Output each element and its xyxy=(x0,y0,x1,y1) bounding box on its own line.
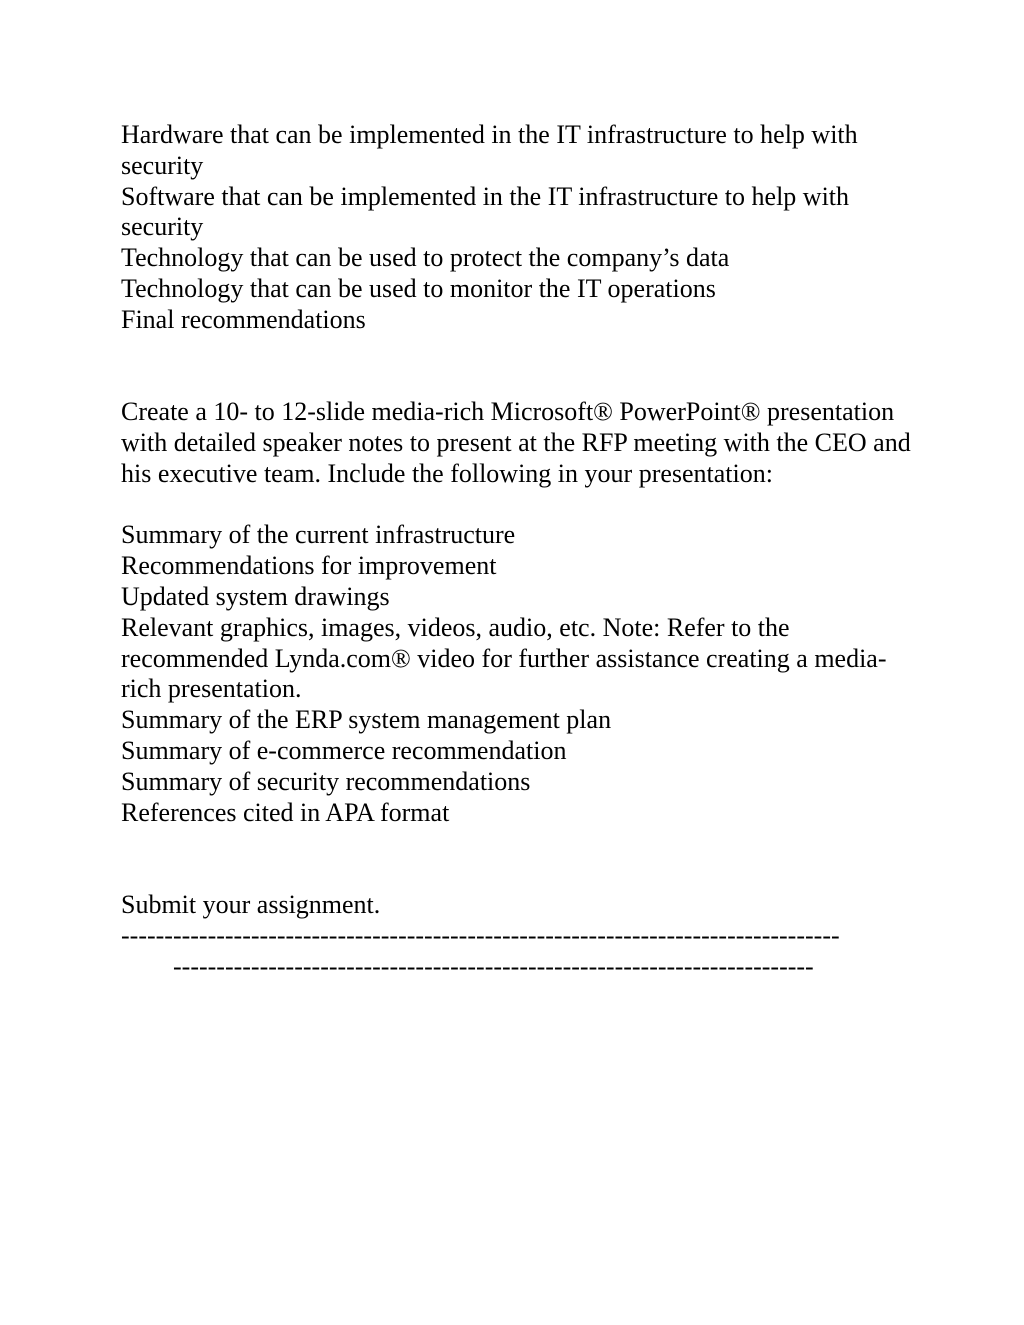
list-item: Summary of the current infrastructure xyxy=(121,520,516,550)
list-item: Technology that can be used to monitor the IT operations xyxy=(121,273,716,303)
list-item: Summary of security recommendations xyxy=(121,766,531,796)
list-item: Summary of the ERP system management plan xyxy=(121,705,612,735)
list-item: Updated system drawings xyxy=(121,581,390,611)
spacer xyxy=(121,490,911,521)
list-item: Final recommendations xyxy=(121,304,366,334)
spacer xyxy=(121,828,911,890)
presentation-instructions: Create a 10- to 12-slide media-rich Microsoft® PowerPoint® presentation with detailed speaker notes to present at the RFP meeting with the CEO and his executive team. Include the following in your presentation: xyxy=(121,397,911,488)
list-item: Recommendations for improvement xyxy=(121,551,497,581)
separator-line: -------------------------------------------------------------------------- xyxy=(173,951,814,981)
list-item: References cited in APA format xyxy=(121,797,450,827)
spacer xyxy=(121,336,911,398)
list-item: Software that can be implemented in the IT infrastructure to help with security xyxy=(121,181,850,242)
list-item: Summary of e-commerce recommendation xyxy=(121,735,567,765)
list-item: Relevant graphics, images, videos, audio, etc. Note: Refer to the recommended Lynda.com® video for further assistance creating a media-rich presentation. xyxy=(121,612,887,704)
list-item: Hardware that can be implemented in the IT infrastructure to help with security xyxy=(121,120,858,180)
security-list xyxy=(121,120,911,336)
separator-line: ----------------------------------------------------------------------------------- xyxy=(121,920,840,950)
submit-instruction: Submit your assignment. xyxy=(121,889,381,919)
document-body xyxy=(121,120,911,982)
presentation-list xyxy=(121,520,911,828)
list-item: Technology that can be used to protect the company’s data xyxy=(121,243,730,273)
